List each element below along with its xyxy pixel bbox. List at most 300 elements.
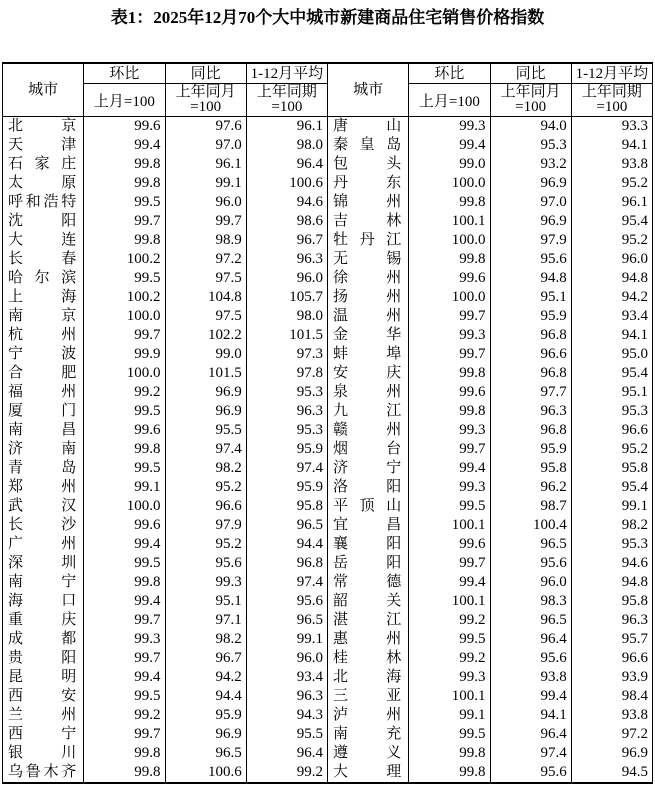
avg-value: 94.6 — [571, 554, 652, 573]
city-cell: 无 锡 — [328, 250, 409, 269]
header-avg-right: 1-12月平均 — [571, 63, 652, 84]
avg-value: 94.3 — [246, 706, 327, 725]
yoy-value: 95.9 — [165, 706, 246, 725]
mom-value: 99.4 — [84, 535, 165, 554]
avg-value: 96.0 — [246, 269, 327, 288]
table-row — [3, 687, 653, 706]
yoy-value: 94.2 — [165, 668, 246, 687]
table-row — [3, 554, 653, 573]
mom-value: 99.2 — [409, 611, 490, 630]
table-row — [3, 440, 653, 459]
avg-value: 95.2 — [571, 174, 652, 193]
city-cell: 温 州 — [328, 307, 409, 326]
yoy-value: 97.1 — [165, 611, 246, 630]
header-yoy-base-line2: =100 — [190, 99, 222, 115]
yoy-value: 98.9 — [165, 231, 246, 250]
header-yoy-base-line2: =100 — [515, 99, 547, 115]
table-row — [3, 744, 653, 763]
city-cell: 唐 山 — [328, 117, 409, 137]
mom-value: 99.5 — [84, 459, 165, 478]
city-cell: 安 庆 — [328, 364, 409, 383]
avg-value: 95.3 — [571, 535, 652, 554]
avg-value: 95.1 — [571, 383, 652, 402]
avg-value: 96.0 — [246, 649, 327, 668]
yoy-value: 96.8 — [490, 364, 571, 383]
mom-value: 99.8 — [84, 174, 165, 193]
avg-value: 96.0 — [571, 250, 652, 269]
table-row — [3, 668, 653, 687]
mom-value: 99.8 — [409, 744, 490, 763]
yoy-value: 96.8 — [490, 326, 571, 345]
mom-value: 99.7 — [84, 725, 165, 744]
avg-value: 94.2 — [571, 288, 652, 307]
yoy-value: 96.4 — [490, 725, 571, 744]
city-cell: 秦 皇 岛 — [328, 136, 409, 155]
avg-value: 93.3 — [571, 117, 652, 137]
mom-value: 100.1 — [409, 592, 490, 611]
yoy-value: 96.9 — [490, 174, 571, 193]
table-row — [3, 535, 653, 554]
avg-value: 96.5 — [246, 516, 327, 535]
city-cell: 贵 阳 — [3, 649, 84, 668]
yoy-value: 95.6 — [165, 554, 246, 573]
yoy-value: 96.6 — [165, 497, 246, 516]
yoy-value: 96.5 — [165, 744, 246, 763]
avg-value: 96.6 — [571, 421, 652, 440]
mom-value: 99.6 — [84, 516, 165, 535]
yoy-value: 101.5 — [165, 364, 246, 383]
yoy-value: 95.6 — [490, 649, 571, 668]
table-row — [3, 725, 653, 744]
avg-value: 93.4 — [246, 668, 327, 687]
city-cell: 三 亚 — [328, 687, 409, 706]
avg-value: 93.9 — [571, 668, 652, 687]
city-cell: 昆 明 — [3, 668, 84, 687]
table-header — [3, 63, 653, 117]
mom-value: 100.0 — [84, 307, 165, 326]
mom-value: 99.2 — [84, 706, 165, 725]
avg-value: 96.1 — [571, 193, 652, 212]
avg-value: 97.4 — [246, 459, 327, 478]
city-cell: 九 江 — [328, 402, 409, 421]
yoy-value: 98.7 — [490, 497, 571, 516]
yoy-value: 97.4 — [490, 744, 571, 763]
avg-value: 94.1 — [571, 326, 652, 345]
city-cell: 大 连 — [3, 231, 84, 250]
city-cell: 长 沙 — [3, 516, 84, 535]
city-cell: 济 宁 — [328, 459, 409, 478]
table-row — [3, 611, 653, 630]
avg-value: 94.8 — [571, 269, 652, 288]
yoy-value: 96.9 — [165, 725, 246, 744]
yoy-value: 100.4 — [490, 516, 571, 535]
yoy-value: 97.9 — [165, 516, 246, 535]
yoy-value: 95.6 — [490, 554, 571, 573]
avg-value: 95.4 — [571, 478, 652, 497]
avg-value: 94.4 — [246, 535, 327, 554]
mom-value: 99.6 — [409, 383, 490, 402]
city-cell: 杭 州 — [3, 326, 84, 345]
city-cell: 南 京 — [3, 307, 84, 326]
avg-value: 96.7 — [246, 231, 327, 250]
avg-value: 96.9 — [571, 744, 652, 763]
mom-value: 100.0 — [84, 364, 165, 383]
yoy-value: 97.4 — [165, 440, 246, 459]
city-cell: 大 理 — [328, 763, 409, 783]
avg-value: 93.8 — [571, 155, 652, 174]
city-cell: 金 华 — [328, 326, 409, 345]
city-cell: 包 头 — [328, 155, 409, 174]
table-row — [3, 516, 653, 535]
table-row — [3, 250, 653, 269]
yoy-value: 95.8 — [490, 459, 571, 478]
mom-value: 99.4 — [84, 668, 165, 687]
avg-value: 95.8 — [246, 497, 327, 516]
city-cell: 上 海 — [3, 288, 84, 307]
city-cell: 呼 和 浩 特 — [3, 193, 84, 212]
city-cell: 济 南 — [3, 440, 84, 459]
mom-value: 99.7 — [409, 440, 490, 459]
city-cell: 洛 阳 — [328, 478, 409, 497]
mom-value: 99.3 — [84, 630, 165, 649]
city-cell: 徐 州 — [328, 269, 409, 288]
mom-value: 100.1 — [409, 687, 490, 706]
yoy-value: 97.2 — [165, 250, 246, 269]
city-cell: 哈 尔 滨 — [3, 269, 84, 288]
mom-value: 99.5 — [84, 193, 165, 212]
city-cell: 泉 州 — [328, 383, 409, 402]
avg-value: 98.0 — [246, 307, 327, 326]
yoy-value: 94.4 — [165, 687, 246, 706]
yoy-value: 99.1 — [165, 174, 246, 193]
avg-value: 93.8 — [571, 706, 652, 725]
mom-value: 99.8 — [84, 744, 165, 763]
yoy-value: 99.4 — [490, 687, 571, 706]
avg-value: 94.8 — [571, 573, 652, 592]
yoy-value: 98.2 — [165, 459, 246, 478]
mom-value: 99.2 — [409, 649, 490, 668]
city-cell: 惠 州 — [328, 630, 409, 649]
yoy-value: 95.9 — [490, 440, 571, 459]
table-row — [3, 269, 653, 288]
mom-value: 99.3 — [409, 421, 490, 440]
yoy-value: 95.2 — [165, 535, 246, 554]
yoy-value: 104.8 — [165, 288, 246, 307]
avg-value: 95.2 — [571, 440, 652, 459]
mom-value: 99.4 — [84, 592, 165, 611]
header-yoy-base-line1: 上年同月 — [500, 84, 561, 100]
city-cell: 北 海 — [328, 668, 409, 687]
yoy-value: 96.7 — [165, 649, 246, 668]
city-cell: 吉 林 — [328, 212, 409, 231]
table-row — [3, 212, 653, 231]
mom-value: 100.0 — [409, 288, 490, 307]
avg-value: 95.0 — [571, 345, 652, 364]
avg-value: 96.5 — [246, 611, 327, 630]
avg-value: 95.7 — [571, 630, 652, 649]
avg-value: 95.5 — [246, 725, 327, 744]
table-row — [3, 421, 653, 440]
yoy-value: 95.9 — [490, 307, 571, 326]
mom-value: 99.8 — [84, 440, 165, 459]
header-mom-left: 环比 — [84, 63, 165, 84]
mom-value: 99.4 — [409, 573, 490, 592]
yoy-value: 95.3 — [490, 136, 571, 155]
mom-value: 99.3 — [409, 668, 490, 687]
mom-value: 99.8 — [84, 763, 165, 783]
mom-value: 99.2 — [84, 383, 165, 402]
yoy-value: 96.9 — [165, 402, 246, 421]
city-cell: 西 安 — [3, 687, 84, 706]
avg-value: 94.1 — [571, 136, 652, 155]
yoy-value: 96.3 — [490, 402, 571, 421]
table-row — [3, 231, 653, 250]
city-cell: 南 昌 — [3, 421, 84, 440]
city-cell: 赣 州 — [328, 421, 409, 440]
table-row — [3, 326, 653, 345]
city-cell: 宜 昌 — [328, 516, 409, 535]
table-row — [3, 573, 653, 592]
city-cell: 福 州 — [3, 383, 84, 402]
mom-value: 99.3 — [409, 117, 490, 137]
yoy-value: 99.7 — [165, 212, 246, 231]
mom-value: 99.1 — [84, 478, 165, 497]
mom-value: 99.5 — [409, 630, 490, 649]
avg-value: 96.8 — [246, 554, 327, 573]
yoy-value: 94.0 — [490, 117, 571, 137]
yoy-value: 96.9 — [165, 383, 246, 402]
avg-value: 98.0 — [246, 136, 327, 155]
yoy-value: 96.5 — [490, 535, 571, 554]
city-cell: 厦 门 — [3, 402, 84, 421]
city-cell: 乌 鲁 木 齐 — [3, 763, 84, 783]
avg-value: 96.4 — [246, 744, 327, 763]
city-cell: 郑 州 — [3, 478, 84, 497]
table-row — [3, 497, 653, 516]
mom-value: 99.6 — [409, 535, 490, 554]
table-row — [3, 630, 653, 649]
mom-value: 99.6 — [409, 269, 490, 288]
avg-value: 98.2 — [571, 516, 652, 535]
yoy-value: 97.6 — [165, 117, 246, 137]
city-cell: 泸 州 — [328, 706, 409, 725]
city-cell: 石 家 庄 — [3, 155, 84, 174]
mom-value: 100.0 — [84, 497, 165, 516]
yoy-value: 95.2 — [165, 478, 246, 497]
yoy-value: 102.2 — [165, 326, 246, 345]
city-cell: 丹 东 — [328, 174, 409, 193]
mom-value: 99.5 — [84, 554, 165, 573]
city-cell: 南 宁 — [3, 573, 84, 592]
avg-value: 98.6 — [246, 212, 327, 231]
table-row — [3, 117, 653, 137]
header-city-right: 城市 — [328, 63, 409, 117]
mom-value: 99.7 — [409, 345, 490, 364]
yoy-value: 94.8 — [490, 269, 571, 288]
mom-value: 100.1 — [409, 212, 490, 231]
yoy-value: 96.8 — [490, 421, 571, 440]
table-row — [3, 288, 653, 307]
city-cell: 武 汉 — [3, 497, 84, 516]
header-yoy-left: 同比 — [165, 63, 246, 84]
mom-value: 99.3 — [409, 478, 490, 497]
yoy-value: 98.3 — [490, 592, 571, 611]
yoy-value: 95.1 — [490, 288, 571, 307]
avg-value: 96.3 — [246, 402, 327, 421]
yoy-value: 96.0 — [490, 573, 571, 592]
avg-value: 95.3 — [246, 421, 327, 440]
mom-value: 99.7 — [409, 307, 490, 326]
city-cell: 锦 州 — [328, 193, 409, 212]
city-cell: 青 岛 — [3, 459, 84, 478]
header-yoy-base-right — [490, 84, 571, 117]
city-cell: 南 充 — [328, 725, 409, 744]
mom-value: 100.0 — [409, 174, 490, 193]
header-avg-left: 1-12月平均 — [246, 63, 327, 84]
table-row — [3, 706, 653, 725]
header-mom-right: 环比 — [409, 63, 490, 84]
yoy-value: 99.3 — [165, 573, 246, 592]
city-cell: 天 津 — [3, 136, 84, 155]
avg-value: 95.4 — [571, 212, 652, 231]
table-row — [3, 478, 653, 497]
yoy-value: 96.9 — [490, 212, 571, 231]
avg-value: 96.3 — [246, 687, 327, 706]
table-row — [3, 592, 653, 611]
city-cell: 北 京 — [3, 117, 84, 137]
header-yoy-right: 同比 — [490, 63, 571, 84]
yoy-value: 97.7 — [490, 383, 571, 402]
city-cell: 银 川 — [3, 744, 84, 763]
yoy-value: 97.0 — [490, 193, 571, 212]
avg-value: 93.4 — [571, 307, 652, 326]
mom-value: 99.3 — [409, 326, 490, 345]
yoy-value: 96.0 — [165, 193, 246, 212]
city-cell: 牡 丹 江 — [328, 231, 409, 250]
mom-value: 100.0 — [409, 231, 490, 250]
mom-value: 99.0 — [409, 155, 490, 174]
city-cell: 襄 阳 — [328, 535, 409, 554]
city-cell: 太 原 — [3, 174, 84, 193]
city-cell: 沈 阳 — [3, 212, 84, 231]
mom-value: 99.7 — [84, 649, 165, 668]
mom-value: 99.4 — [409, 136, 490, 155]
mom-value: 99.5 — [84, 687, 165, 706]
yoy-value: 97.0 — [165, 136, 246, 155]
avg-value: 98.4 — [571, 687, 652, 706]
city-cell: 长 春 — [3, 250, 84, 269]
city-cell: 扬 州 — [328, 288, 409, 307]
yoy-value: 96.1 — [165, 155, 246, 174]
avg-value: 96.3 — [246, 250, 327, 269]
mom-value: 100.2 — [84, 288, 165, 307]
yoy-value: 95.1 — [165, 592, 246, 611]
header-avg-base-line1: 上年同期 — [581, 84, 642, 100]
mom-value: 99.8 — [84, 155, 165, 174]
yoy-value: 97.5 — [165, 269, 246, 288]
table-row — [3, 174, 653, 193]
avg-value: 95.3 — [246, 383, 327, 402]
header-avg-base-left — [246, 84, 327, 117]
yoy-value: 97.9 — [490, 231, 571, 250]
avg-value: 95.4 — [571, 364, 652, 383]
mom-value: 99.8 — [409, 250, 490, 269]
table-row — [3, 459, 653, 478]
mom-value: 99.6 — [84, 117, 165, 137]
avg-value: 101.5 — [246, 326, 327, 345]
avg-value: 100.6 — [246, 174, 327, 193]
table-row — [3, 193, 653, 212]
avg-value: 97.2 — [571, 725, 652, 744]
yoy-value: 95.6 — [490, 250, 571, 269]
city-cell: 深 圳 — [3, 554, 84, 573]
mom-value: 99.4 — [409, 459, 490, 478]
mom-value: 99.8 — [84, 231, 165, 250]
mom-value: 99.5 — [409, 725, 490, 744]
header-avg-base-right — [571, 84, 652, 117]
city-cell: 成 都 — [3, 630, 84, 649]
mom-value: 99.7 — [84, 212, 165, 231]
city-cell: 岳 阳 — [328, 554, 409, 573]
city-cell: 遵 义 — [328, 744, 409, 763]
city-cell: 蚌 埠 — [328, 345, 409, 364]
yoy-value: 95.5 — [165, 421, 246, 440]
table-row — [3, 345, 653, 364]
header-avg-base-line2: =100 — [271, 99, 303, 115]
avg-value: 95.8 — [571, 592, 652, 611]
yoy-value: 96.4 — [490, 630, 571, 649]
yoy-value: 94.1 — [490, 706, 571, 725]
avg-value: 96.1 — [246, 117, 327, 137]
yoy-value: 93.2 — [490, 155, 571, 174]
city-cell: 西 宁 — [3, 725, 84, 744]
city-cell: 宁 波 — [3, 345, 84, 364]
mom-value: 99.9 — [84, 345, 165, 364]
mom-value: 99.5 — [84, 402, 165, 421]
yoy-value: 96.2 — [490, 478, 571, 497]
table-row — [3, 136, 653, 155]
table-row — [3, 649, 653, 668]
mom-value: 99.8 — [84, 573, 165, 592]
avg-value: 95.8 — [571, 459, 652, 478]
yoy-value: 99.0 — [165, 345, 246, 364]
mom-value: 99.6 — [84, 421, 165, 440]
header-row-1 — [3, 63, 653, 84]
avg-value: 95.9 — [246, 440, 327, 459]
avg-value: 97.3 — [246, 345, 327, 364]
yoy-value: 93.8 — [490, 668, 571, 687]
mom-value: 100.2 — [84, 250, 165, 269]
table-row — [3, 383, 653, 402]
mom-value: 99.7 — [84, 611, 165, 630]
yoy-value: 97.5 — [165, 307, 246, 326]
avg-value: 97.4 — [246, 573, 327, 592]
city-cell: 桂 林 — [328, 649, 409, 668]
avg-value: 99.1 — [246, 630, 327, 649]
header-yoy-base-left — [165, 84, 246, 117]
city-cell: 韶 关 — [328, 592, 409, 611]
avg-value: 99.2 — [246, 763, 327, 783]
mom-value: 99.4 — [84, 136, 165, 155]
mom-value: 99.5 — [84, 269, 165, 288]
table-row — [3, 364, 653, 383]
header-mom-base-right: 上月=100 — [409, 84, 490, 117]
city-cell: 常 德 — [328, 573, 409, 592]
city-cell: 重 庆 — [3, 611, 84, 630]
avg-value: 97.8 — [246, 364, 327, 383]
avg-value: 105.7 — [246, 288, 327, 307]
table-row — [3, 402, 653, 421]
